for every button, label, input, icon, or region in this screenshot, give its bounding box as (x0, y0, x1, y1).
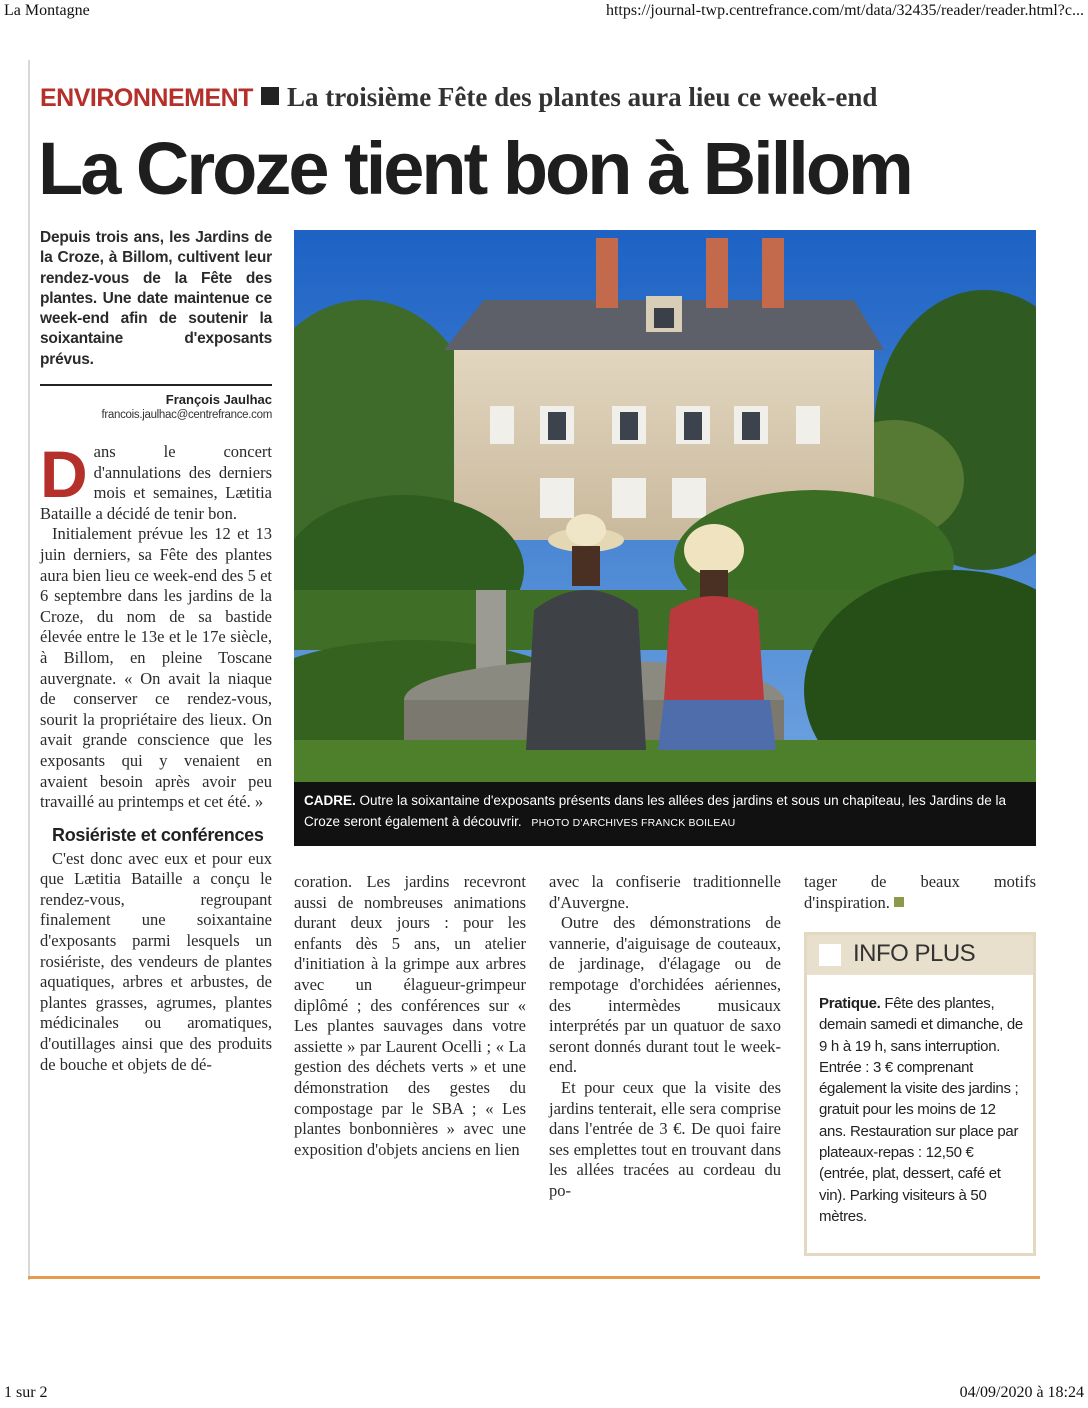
photo-frame (294, 230, 1036, 846)
text-column-4 (804, 872, 1036, 913)
text-column-2 (294, 872, 526, 1160)
text-column-3 (549, 872, 781, 1202)
info-box (804, 932, 1036, 1256)
byline (40, 384, 272, 421)
drop-cap: D (40, 437, 88, 511)
caption-text: Outre la soixantaine d'exposants présents dans les allées des jardins et sous un chapiteau, les Jardins de la Croze seront également à découvrir. (304, 793, 1006, 829)
kicker-text: La troisième Fête des plantes aura lieu ce week-end (286, 82, 878, 112)
print-header-site: La Montagne (4, 2, 90, 19)
info-box-body (819, 993, 1023, 1227)
info-box-title: INFO PLUS (853, 940, 976, 967)
print-header (4, 2, 1084, 22)
paragraph: Initialement prévue les 12 et 13 juin derniers, sa Fête des plantes aura bien lieu ce week-end des 5 et 6 septembre dans les jardins de la Croze, du nom de sa bastide élevée entre le 13e et le 17e siècle, à Billom, en pleine Toscane auvergnate. « On avait la niaque de conserver ce rendez-vous, sourit la propriétaire des lieux. On avait grande conscience que les exposants qui y venaient en avaient besoin après avoir peu travaillé au printemps et cet été. » (40, 524, 272, 812)
info-box-text: Fête des plantes, demain samedi et dimanche, de 9 h à 19 h, sans interruption. Entrée : 3 € comprenant également la visite des jardins ; gratuit pour les moins de 12 ans. Restauration sur place par plateaux-repas : 12,50 € (entrée, plat, dessert, café et vin). Parking visiteurs à 50 mètres. (819, 995, 1023, 1225)
left-column-rule (28, 60, 30, 1280)
article (28, 60, 1040, 1290)
author-name: François Jaulhac (165, 392, 272, 407)
page-count: 1 sur 2 (4, 1384, 48, 1401)
info-box-label: Pratique. (819, 995, 881, 1012)
photo-illustration (294, 230, 1036, 782)
author-email[interactable]: francois.jaulhac@centrefrance.com (101, 409, 272, 421)
paragraph-text: tager de beaux motifs d'inspiration. (804, 872, 1036, 912)
paragraph: C'est donc avec eux et pour eux que Lætitia Bataille a conçu le rendez-vous, regroupant finalement une soixantaine d'exposants parmi lesquels un rosiériste, des vendeurs de plantes aquatiques, arbres et arbustes, de plantes grasses, agrumes, plantes médicinales ou aromatiques, d'outillages ainsi que des produits de bouche et objets de dé- (40, 848, 272, 1074)
paragraph: Et pour ceux que la visite des jardins tenterait, elle sera comprise dans l'entrée de 3 €. De quoi faire ses emplettes tout en trouvant dans les allées tracées au cordeau du po- (549, 1077, 781, 1200)
info-box-header (807, 935, 1033, 975)
photo-caption (304, 790, 1026, 834)
info-square-icon (819, 944, 841, 966)
print-footer (4, 1384, 1084, 1404)
print-timestamp: 04/09/2020 à 18:24 (959, 1384, 1084, 1401)
text-column-1 (40, 437, 272, 1075)
headline: La Croze tient bon à Billom (38, 127, 911, 210)
end-of-article-icon (894, 897, 904, 907)
chapo: Depuis trois ans, les Jardins de la Croze, à Billom, cultivent leur rendez-vous de la Fête des plantes. Une date maintenue ce week-end afin de soutenir la soixantaine d'exposants prévus. (40, 229, 272, 368)
photo-manor-garden (294, 230, 1036, 782)
caption-label: CADRE. (304, 793, 356, 808)
subheading: Rosiériste et conférences (52, 824, 264, 845)
paragraph: Outre des démonstrations de vannerie, d'aiguisage de couteaux, de jardinage, d'élagage ou de rempotage d'orchidées aériennes, des intermèdes musicaux interprétés par un quatuor de saxo seront donnés durant tout le week-end. (549, 913, 781, 1077)
paragraph (804, 872, 1036, 913)
paragraph: avec la confiserie traditionnelle d'Auvergne. (549, 872, 781, 912)
photo-credit: PHOTO D'ARCHIVES FRANCK BOILEAU (531, 817, 736, 829)
print-header-url[interactable]: https://journal-twp.centrefrance.com/mt/data/32435/reader/reader.html?c... (605, 2, 1084, 19)
paragraph: coration. Les jardins recevront aussi de nombreuses animations durant deux jours : pour les enfants dès 5 ans, un atelier d'initiation à la grimpe aux arbres avec un élagueur-grimpeur diplômé ; des conférences sur « Les plantes sauvages dans votre assiette » par Laurent Ocelli ; « La gestion des déchets verts » et une démonstration des gestes du compostage par le SBA ; « Les plantes bonbonnières » avec une exposition d'objets anciens en lien (294, 872, 526, 1159)
bottom-rule (28, 1276, 1040, 1279)
kicker (40, 82, 1020, 118)
square-bullet-icon (261, 87, 279, 105)
category-label: ENVIRONNEMENT (40, 84, 253, 112)
paragraph (40, 437, 272, 524)
paragraph-text: ans le concert d'annulations des derniers mois et semaines, Lætitia Bataille a décidé de tenir bon. (40, 442, 272, 523)
